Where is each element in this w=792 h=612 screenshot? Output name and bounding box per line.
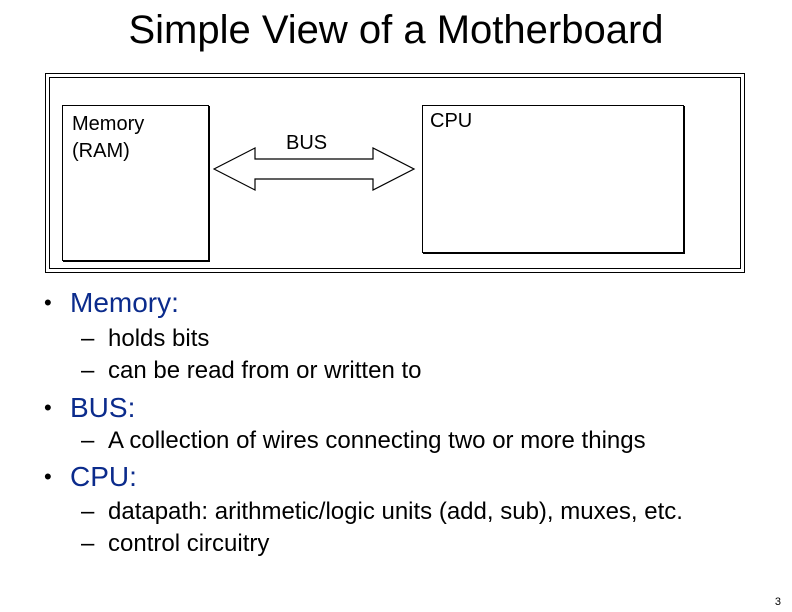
- bullet-heading: CPU:: [70, 461, 137, 492]
- bus-label: BUS: [286, 132, 328, 154]
- dash-marker: –: [81, 530, 95, 557]
- bullet-heading: Memory:: [70, 287, 179, 318]
- bullet-heading: BUS:: [70, 392, 136, 423]
- sub-text: can be read from or written to: [108, 357, 422, 384]
- bus-double-arrow-icon: [213, 147, 417, 191]
- ram-label: (RAM): [72, 140, 130, 162]
- sub-text: control circuitry: [108, 530, 270, 557]
- slide-title: Simple View of a Motherboard: [128, 8, 664, 52]
- sub-text: A collection of wires connecting two or more things: [108, 427, 646, 454]
- bullet-dot: •: [44, 464, 52, 489]
- dash-marker: –: [81, 498, 95, 525]
- sub-text: holds bits: [108, 325, 210, 352]
- dash-marker: –: [81, 357, 95, 384]
- bullet-dot: •: [44, 290, 52, 315]
- dash-marker: –: [81, 427, 95, 454]
- sub-text: datapath: arithmetic/logic units (add, sub), muxes, etc.: [108, 498, 683, 525]
- dash-marker: –: [81, 325, 95, 352]
- cpu-label: CPU: [430, 110, 473, 132]
- page-number: 3: [774, 596, 781, 608]
- bullet-dot: •: [44, 395, 52, 420]
- memory-label: Memory: [72, 113, 145, 135]
